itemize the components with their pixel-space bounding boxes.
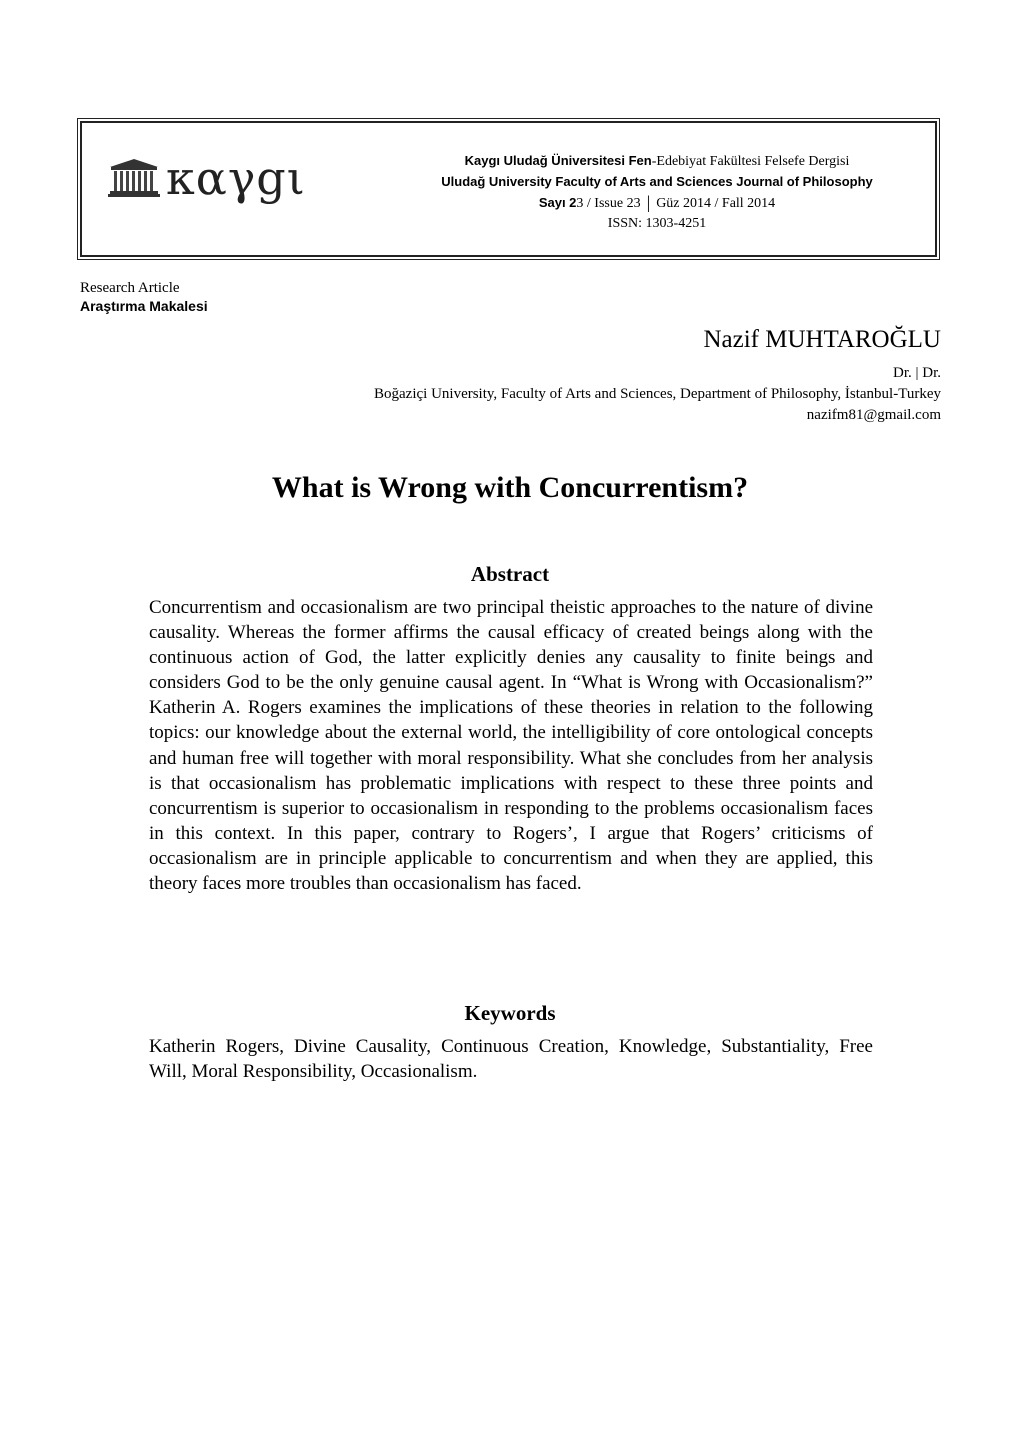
logo-text: καγgι: [166, 151, 306, 205]
author-name: Nazif MUHTAROĞLU: [703, 326, 941, 353]
issue-line: Sayı 23 / Issue 23 | Güz 2014 / Fall 2014: [538, 192, 776, 212]
author-email: nazifm81@gmail.com: [806, 407, 941, 423]
keywords-text: Katherin Rogers, Divine Causality, Continuous Creation, Knowledge, Substantiality, Free Will, Moral Responsibility, Occasionalism.: [149, 1036, 873, 1083]
keywords-heading: Keywords: [464, 1001, 556, 1025]
issn: ISSN: 1303-4251: [607, 216, 707, 231]
journal-name-tr: Kaygı Uludağ Üniversitesi Fen-Edebiyat Fakültesi Felsefe Dergisi: [464, 153, 850, 169]
article-type-tr: Araştırma Makalesi: [80, 298, 208, 314]
journal-logo: [108, 151, 306, 205]
journal-info: [397, 151, 917, 234]
abstract-heading: Abstract: [470, 562, 550, 586]
journal-header: [80, 121, 937, 257]
journal-name-en: Uludağ University Faculty of Arts and Sciences Journal of Philosophy: [441, 174, 873, 189]
author-title: Dr. | Dr.: [892, 365, 941, 381]
article-type-en: Research Article: [80, 280, 180, 296]
author-block: [374, 325, 941, 426]
article-type: [80, 279, 208, 315]
abstract-text: Concurrentism and occasionalism are two principal theistic approaches to the nature of divine causality. Whereas the former affirms the causal efficacy of created beings along with the continuous action of God, the latter explicitly denies any causality to finite beings and considers God to be the only genuine causal agent. In “What is Wrong with Occasionalism?” Katherin A. Rogers examines the implications of these theories in relation to the following topics: our knowledge about the external world, the intelligibility of core ontological concepts and human free will together with moral responsibility. What she concludes from her analysis is that occasionalism has problematic implications with respect to these three points and concurrentism is superior to occasionalism in responding to the problems occasionalism faces in this context. In this paper, contrary to Rogers’, I argue that Rogers’ criticisms of occasionalism are in principle applicable to concurrentism and when they are applied, this theory faces more troubles than occasionalism has faced.: [149, 597, 873, 895]
author-affiliation: Boğaziçi University, Faculty of Arts and Sciences, Department of Philosophy, İstanbul-Turkey: [374, 386, 941, 402]
temple-icon: [108, 157, 160, 199]
article-title: What is Wrong with Concurrentism?: [271, 471, 749, 504]
